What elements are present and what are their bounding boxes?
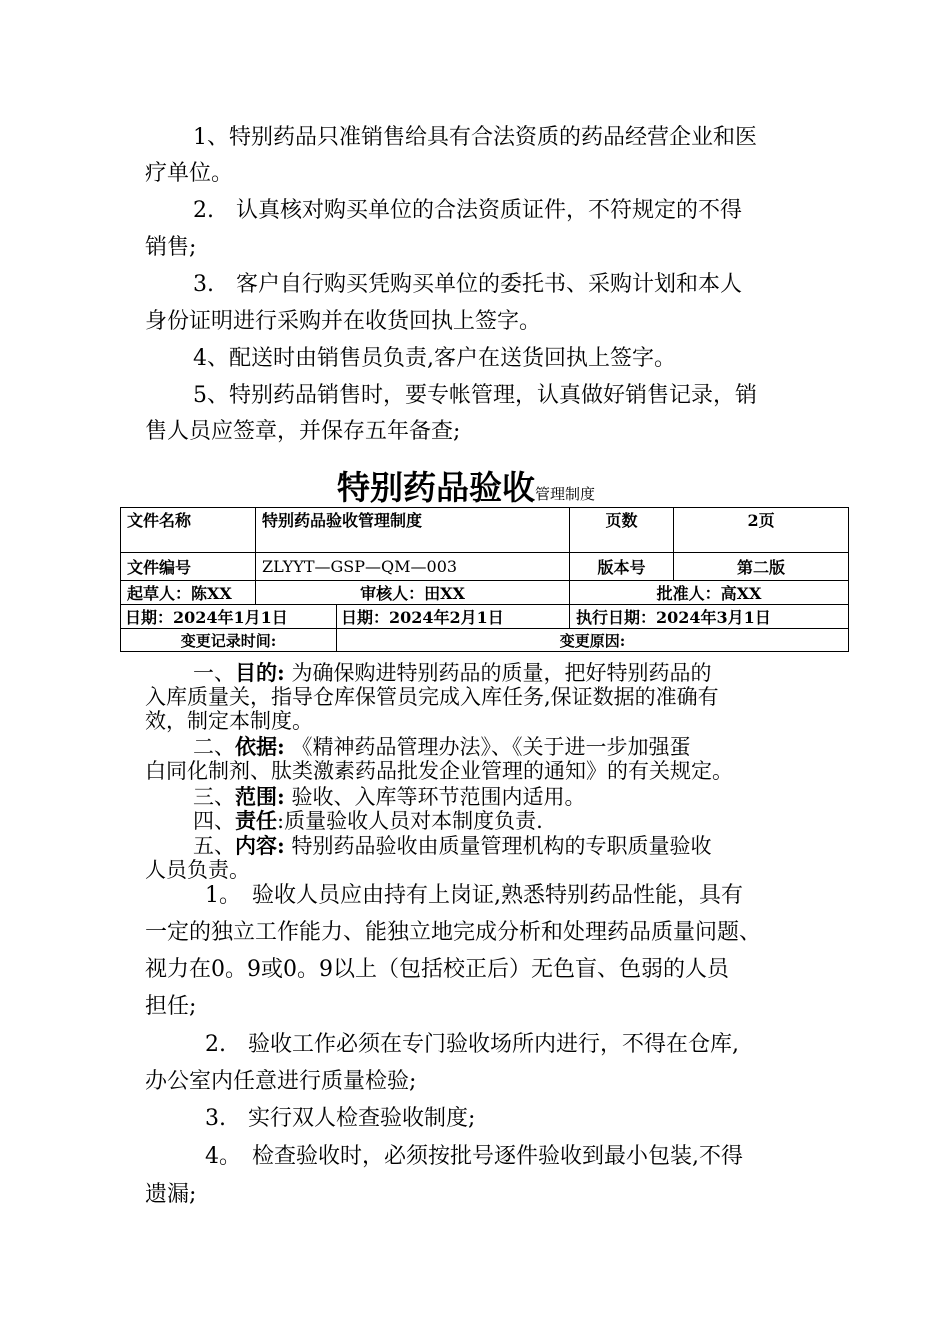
section-number: 二、 <box>193 735 235 759</box>
document-info-table <box>120 507 849 652</box>
file-name-label: 文件名称 <box>121 508 256 553</box>
section-text: 为确保购进特别药品的质量，把好特别药品的 <box>284 661 712 685</box>
text-line: 1、特别药品只准销售给具有合法资质的药品经营企业和医 <box>193 125 757 150</box>
change-time-label: 变更记录时间: <box>121 629 337 652</box>
section-key: 依据: <box>235 734 285 759</box>
section-number: 四、 <box>193 809 235 833</box>
text-line: 1。 验收人员应由持有上岗证,熟悉特别药品性能，具有 <box>205 883 743 908</box>
text-line: 5、特别药品销售时，要专帐管理，认真做好销售记录，销 <box>193 383 757 408</box>
text-line: 售人员应签章，并保存五年备查; <box>145 419 461 444</box>
approver-cell: 批准人：高XX <box>570 581 849 605</box>
text-line: 一定的独立工作能力、能独立地完成分析和处理药品质量问题、 <box>145 920 762 945</box>
change-reason-label: 变更原因: <box>337 629 849 652</box>
section-key: 内容: <box>235 833 285 858</box>
title-sub: 管理制度 <box>535 485 596 503</box>
text-line: 视力在0。9或0。9以上（包括校正后）无色盲、色弱的人员 <box>145 957 729 982</box>
section-text: 特别药品验收由质量管理机构的专职质量验收 <box>284 834 712 858</box>
title-main: 特别药品验收 <box>337 468 535 507</box>
section-number: 三、 <box>193 785 235 809</box>
text-line: 入库质量关，指导仓库保管员完成入库任务,保证数据的准确有 <box>145 685 719 709</box>
pages-value: 2页 <box>674 508 849 553</box>
table-row <box>121 553 849 581</box>
review-date-cell: 日期：2024年2月1日 <box>337 605 570 629</box>
table-row <box>121 605 849 629</box>
section-number: 五、 <box>193 834 235 858</box>
section-basis <box>193 735 690 759</box>
document-title <box>337 462 595 509</box>
text-line: 3. 实行双人检查验收制度; <box>205 1106 476 1131</box>
text-line: 人员负责。 <box>145 858 250 882</box>
text-line: 2. 验收工作必须在专门验收场所内进行，不得在仓库, <box>205 1032 739 1057</box>
section-key: 范围: <box>235 784 285 809</box>
text-line: 销售; <box>145 235 197 260</box>
table-row <box>121 581 849 605</box>
table-row <box>121 629 849 652</box>
reviewer-cell: 审核人：田XX <box>256 581 570 605</box>
text-line: 身份证明进行采购并在收货回执上签字。 <box>145 309 542 334</box>
section-text: 验收、入库等环节范围内适用。 <box>284 785 586 809</box>
section-number: 一、 <box>193 661 235 685</box>
text-line: 3. 客户自行购买凭购买单位的委托书、采购计划和本人 <box>193 272 742 297</box>
text-line: 遗漏; <box>145 1182 197 1207</box>
text-line: 疗单位。 <box>145 161 234 186</box>
section-text: :质量验收人员对本制度负责. <box>277 809 543 833</box>
text-line: 2. 认真核对购买单位的合法资质证件，不符规定的不得 <box>193 198 742 223</box>
section-responsibility <box>193 809 543 833</box>
file-no-value: ZLYYT—GSP—QM—003 <box>256 553 570 581</box>
version-value: 第二版 <box>674 553 849 581</box>
text-line: 4、配送时由销售员负责,客户在送货回执上签字。 <box>193 346 676 371</box>
draft-date-cell: 日期：2024年1月1日 <box>121 605 337 629</box>
section-content <box>193 834 711 858</box>
section-key: 责任 <box>235 808 277 833</box>
file-name-value: 特别药品验收管理制度 <box>256 508 570 553</box>
text-line: 办公室内任意进行质量检验; <box>145 1069 417 1094</box>
table-row <box>121 508 849 553</box>
text-line: 担任; <box>145 994 197 1019</box>
text-line: 效，制定本制度。 <box>145 709 313 733</box>
file-no-label: 文件编号 <box>121 553 256 581</box>
pages-label: 页数 <box>570 508 674 553</box>
section-scope <box>193 785 585 809</box>
text-line: 4。 检查验收时，必须按批号逐件验收到最小包装,不得 <box>205 1144 743 1169</box>
section-purpose <box>193 661 711 685</box>
text-line: 白同化制剂、肽类激素药品批发企业管理的通知》的有关规定。 <box>145 759 733 783</box>
section-key: 目的: <box>235 660 285 685</box>
section-text: 《精神药品管理办法》、《关于进一步加强蛋 <box>284 735 691 759</box>
exec-date-cell: 执行日期：2024年3月1日 <box>570 605 849 629</box>
drafter-cell: 起草人：陈XX <box>121 581 256 605</box>
version-label: 版本号 <box>570 553 674 581</box>
